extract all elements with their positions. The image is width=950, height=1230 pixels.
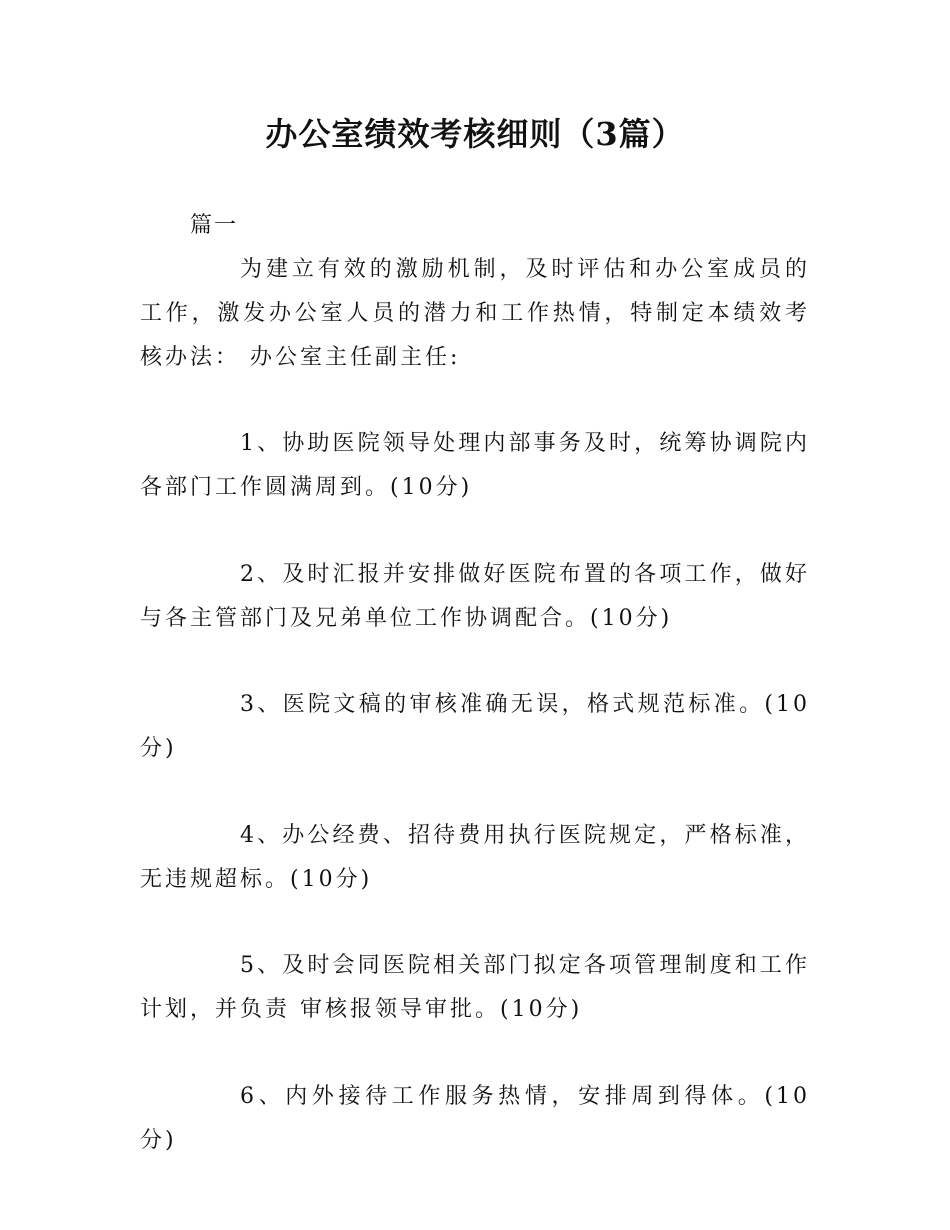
intro-paragraph: 为建立有效的激励机制，及时评估和办公室成员的工作，激发办公室人员的潜力和工作热情，特制定本绩效考核办法： 办公室主任副主任: — [140, 257, 810, 370]
rule-item-3: 3、医院文稿的审核准确无误，格式规范标准。(10分) — [140, 692, 810, 761]
document-title: 办公室绩效考核细则（3篇） — [265, 115, 685, 153]
rule-item-6: 6、内外接待工作服务热情，安排周到得体。(10分) — [140, 1084, 810, 1153]
rule-item-1: 1、协助医院领导处理内部事务及时，统筹协调院内各部门工作圆满周到。(10分) — [140, 431, 810, 500]
rule-item-2: 2、及时汇报并安排做好医院布置的各项工作，做好与各主管部门及兄弟单位工作协调配合。(10分) — [140, 562, 810, 631]
rule-item-5: 5、及时会同医院相关部门拟定各项管理制度和工作计划，并负责 审核报领导审批。(10分) — [140, 953, 810, 1022]
rule-item-4: 4、办公经费、招待费用执行医院规定，严格标准，无违规超标。(10分) — [140, 823, 810, 892]
section-label: 篇一 — [190, 213, 239, 238]
